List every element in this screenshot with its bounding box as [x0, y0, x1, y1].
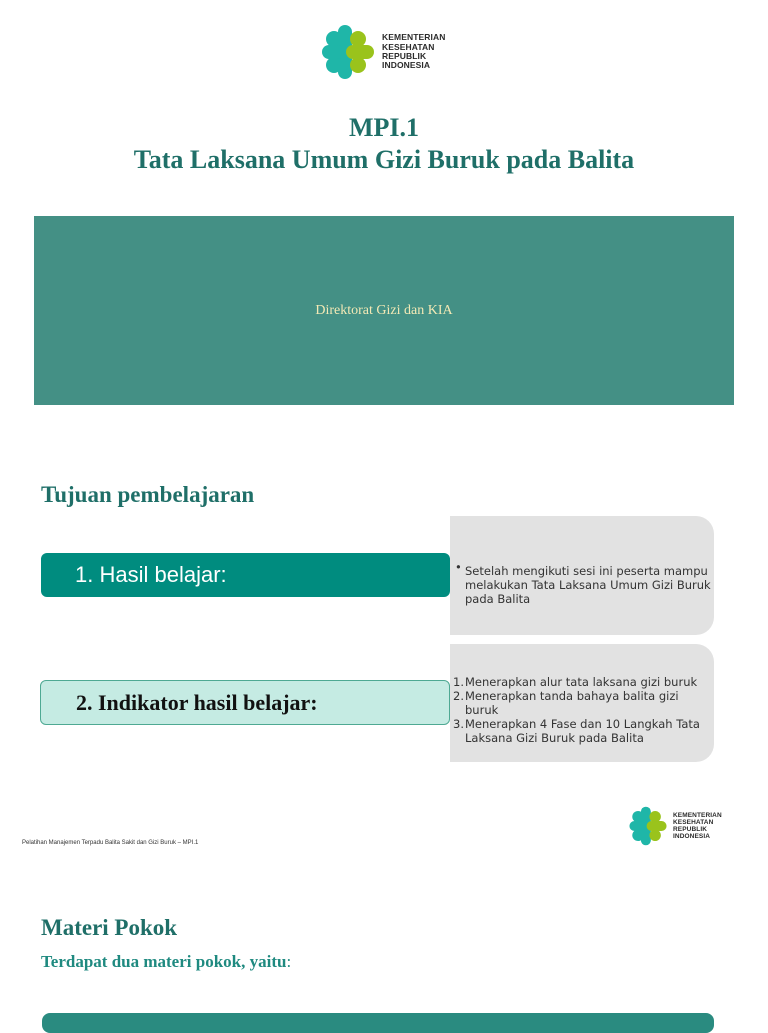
content-bar [42, 1013, 714, 1033]
ministry-logo-small [628, 805, 722, 847]
objective-box [450, 516, 714, 635]
ministry-logo-small-icon [628, 805, 668, 847]
list-item: 1. Menerapkan alur tata laksana gizi buruk [453, 675, 698, 689]
title-banner [34, 216, 734, 405]
main-material-heading: Materi Pokok [41, 915, 178, 940]
indicators-box [450, 644, 714, 762]
list-item: 2. Menerapkan tanda bahaya balita gizi buruk [453, 689, 679, 717]
list-item: 3. Menerapkan 4 Fase dan 10 Langkah Tata Laksana Gizi Buruk pada Balita [453, 717, 700, 745]
banner-text: Direktorat Gizi dan KIA [315, 302, 453, 318]
learning-objectives-heading: Tujuan pembelajaran [41, 482, 255, 507]
ministry-logo [320, 23, 445, 81]
ministry-logo-icon [320, 23, 376, 81]
main-material-subheading: Terdapat dua materi pokok, yaitu: [41, 952, 292, 971]
slide-footer: Pelatihan Manajemen Terpadu Balita Sakit dan Gizi Buruk – MPI.1 [22, 840, 199, 846]
indicators-list [453, 675, 709, 745]
objective-bullet: • [455, 560, 462, 574]
slide-code: MPI.1 [348, 113, 420, 142]
slide-title: Tata Laksana Umum Gizi Buruk pada Balita [133, 145, 635, 174]
ministry-logo-small-text: KEMENTERIAN KESEHATAN REPUBLIK INDONESIA [673, 811, 722, 841]
indicators-label: 2. Indikator hasil belajar: [40, 680, 450, 725]
learning-outcome-label: 1. Hasil belajar: [41, 553, 450, 597]
ministry-logo-text: KEMENTERIAN KESEHATAN REPUBLIK INDONESIA [382, 32, 446, 71]
objective-text: Setelah mengikuti sesi ini peserta mampu melakukan Tata Laksana Umum Gizi Buruk pada Balita [465, 564, 711, 606]
